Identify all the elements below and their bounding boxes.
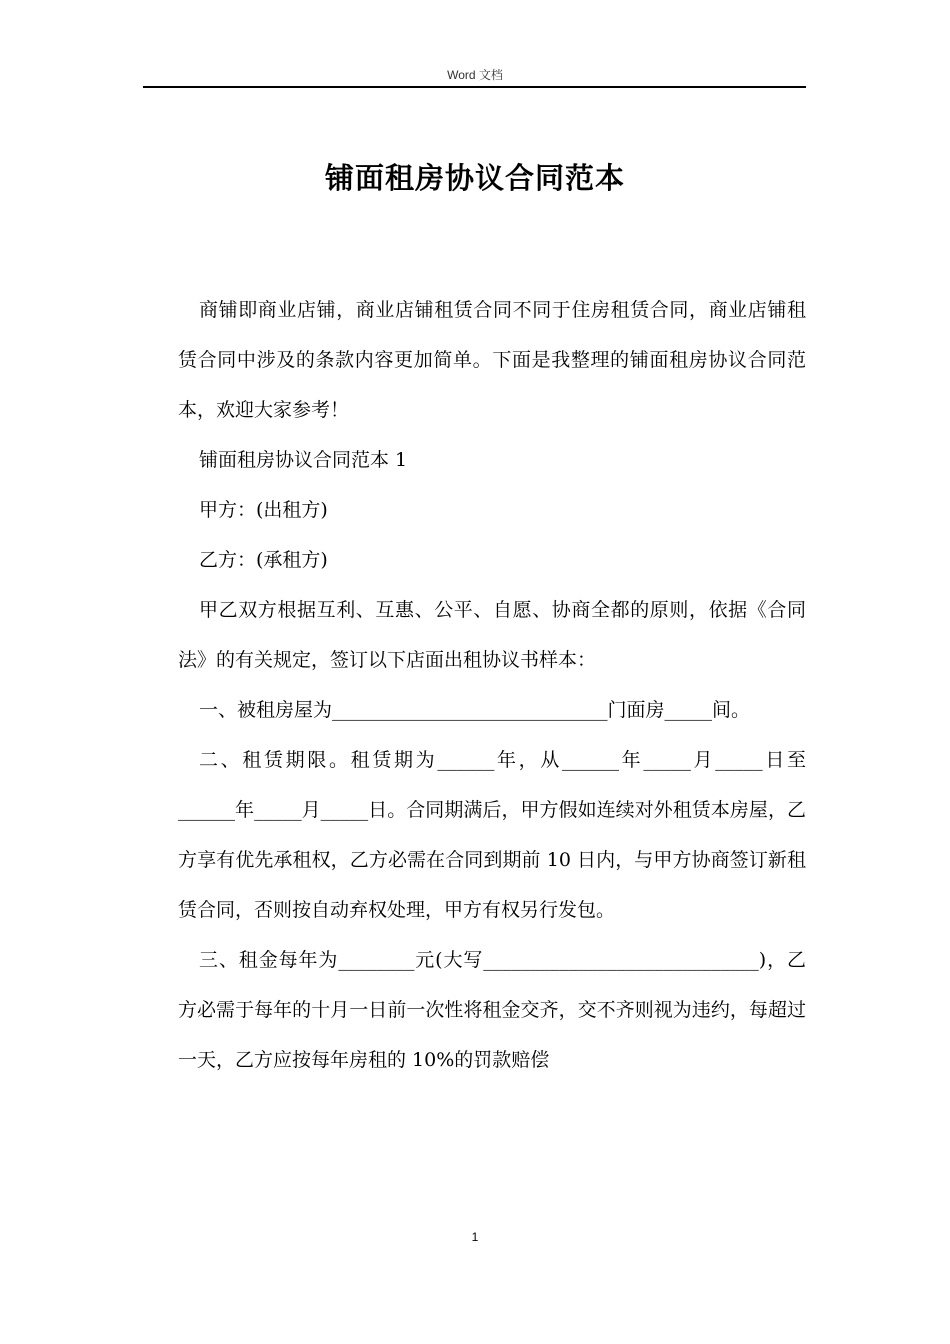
paragraph-preamble: 甲乙双方根据互利、互惠、公平、自愿、协商全都的原则，依据《合同法》的有关规定，签订以下店面出租协议书样本： xyxy=(178,599,806,671)
paragraph-clause-1: 一、被租房屋为_____________________________门面房_____间。 xyxy=(199,699,751,721)
paragraph-party-a: 甲方：(出租方) xyxy=(199,499,328,521)
paragraph-intro: 商铺即商业店铺，商业店铺租赁合同不同于住房租赁合同，商业店铺租赁合同中涉及的条款内容更加简单。下面是我整理的铺面租房协议合同范本，欢迎大家参考！ xyxy=(178,299,806,421)
page-number: 1 xyxy=(471,1230,479,1244)
page-header: Word 文档 xyxy=(447,68,503,82)
paragraph-party-b: 乙方：(承租方) xyxy=(199,549,328,571)
paragraph-clause-2: 二、租赁期限。租赁期为______年，从______年_____月_____日至______年_____月_____日。合同期满后，甲方假如连续对外租赁本房屋，乙方享有优先承租权，乙方必需在合同到期前 10 日内，与甲方协商签订新租赁合同，否则按自动弃权处理，甲方有权另行发包。 xyxy=(178,749,806,921)
paragraph-clause-3: 三、租金每年为________元(大写_____________________________)，乙方必需于每年的十月一日前一次性将租金交齐，交不齐则视为违约，每超过一天，乙方应按每年房租的 10%的罚款赔偿 xyxy=(178,949,806,1071)
document-title: 铺面租房协议合同范本 xyxy=(324,161,625,195)
document-body xyxy=(178,285,806,1085)
paragraph-subtitle: 铺面租房协议合同范本 1 xyxy=(199,449,408,471)
header-divider xyxy=(143,86,806,88)
